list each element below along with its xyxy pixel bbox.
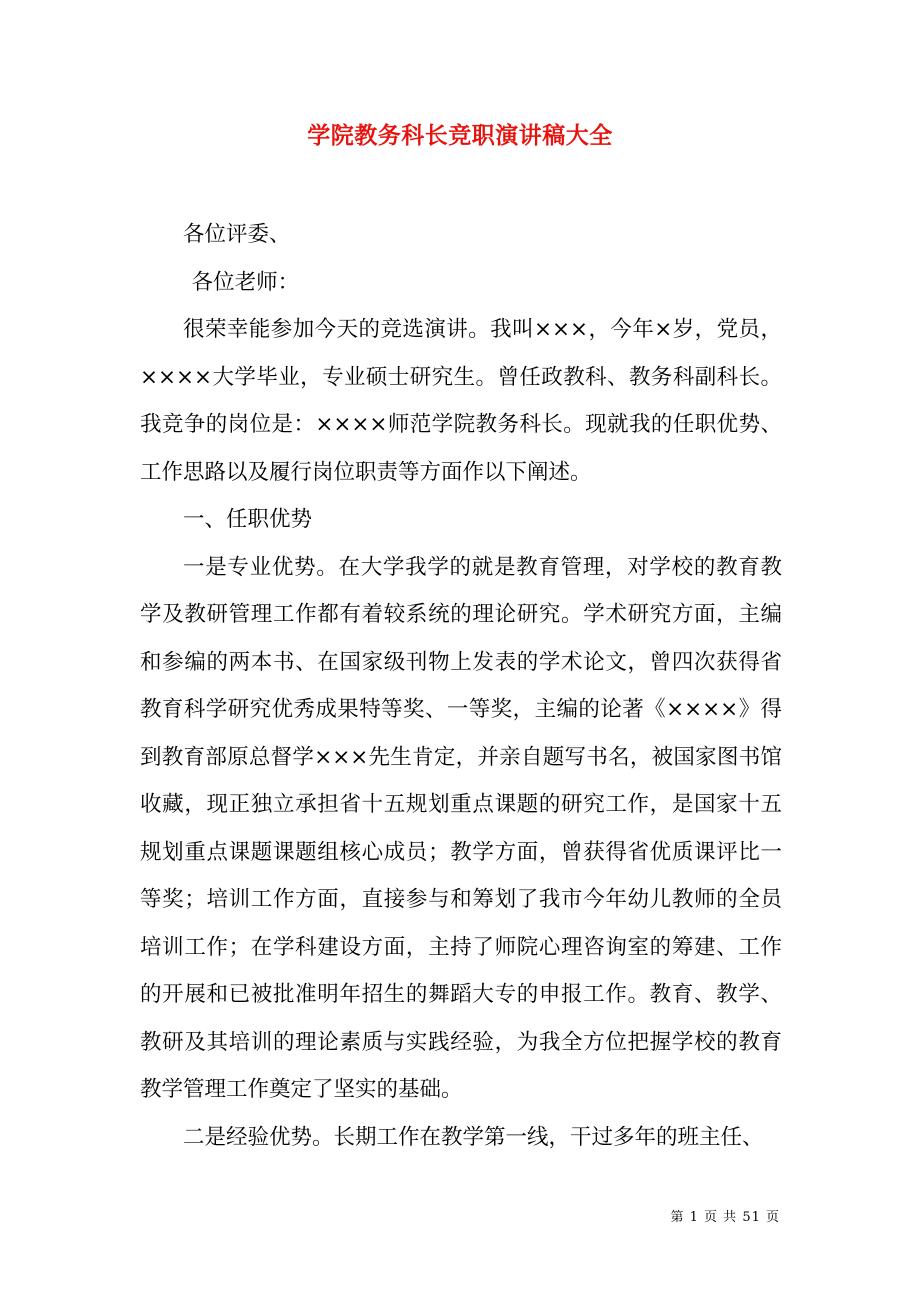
salutation-teachers: 各位老师： [191, 269, 300, 295]
document-title: 学院教务科长竞职演讲稿大全 [307, 122, 613, 149]
page-number-footer: 第 1 页 共 51 页 [670, 1210, 780, 1225]
document-body [140, 211, 782, 1161]
paragraph-experience-advantage: 二是经验优势。长期工作在教学第一线，干过多年的班主任、 [183, 1124, 764, 1150]
section-heading-advantages: 一、任职优势 [183, 507, 313, 532]
salutation-judges: 各位评委、 [183, 222, 291, 247]
paragraph-introduction: 很荣幸能参加今天的竞选演讲。我叫×××，今年×岁，党员，××××大学毕业，专业硕士研究生。曾任政教科、教务科副科长。我竞争的岗位是：××××师范学院教务科长。现就我的任职优势、工作思路以及履行岗位职责等方面作以下阐述。 [140, 317, 782, 485]
paragraph-professional-advantage: 一是专业优势。在大学我学的就是教育管理，对学校的教育教学及教研管理工作都有着较系统的理论研究。学术研究方面，主编和参编的两本书、在国家级刊物上发表的学术论文，曾四次获得省教育科学研究优秀成果特等奖、一等奖，主编的论著《××××》得到教育部原总督学×××先生肯定，并亲自题写书名，被国家图书馆收藏，现正独立承担省十五规划重点课题的研究工作，是国家十五规划重点课题课题组核心成员；教学方面，曾获得省优质课评比一等奖；培训工作方面，直接参与和筹划了我市今年幼儿教师的全员培训工作；在学科建设方面，主持了师院心理咨询室的筹建、工作的开展和已被批准明年招生的舞蹈大专的申报工作。教育、教学、教研及其培训的理论素质与实践经验，为我全方位把握学校的教育教学管理工作奠定了坚实的基础。 [140, 554, 782, 1102]
